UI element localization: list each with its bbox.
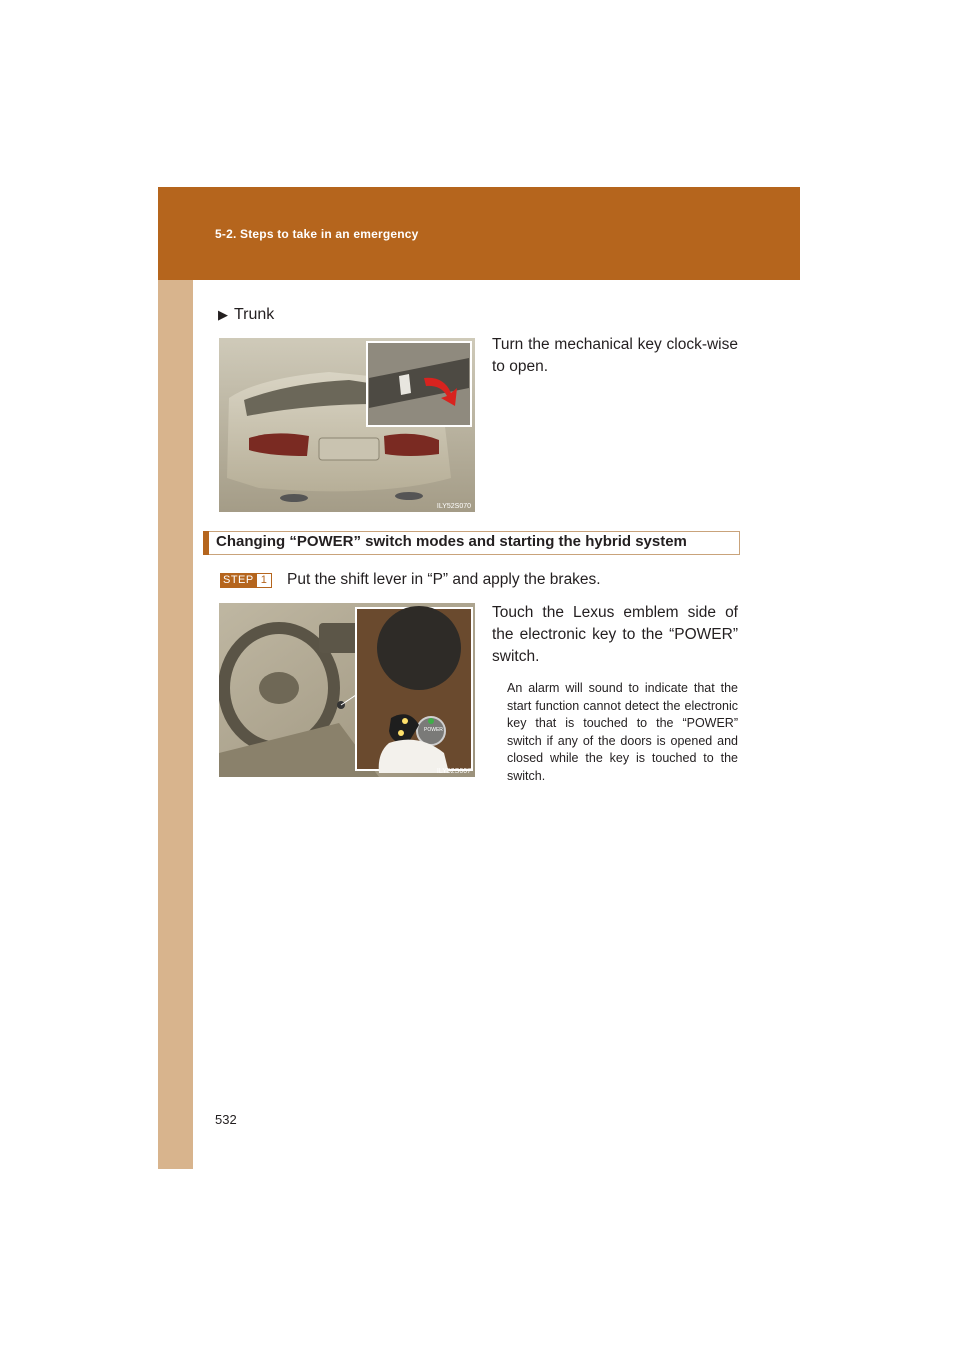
power-figure-code: ILY52S007 bbox=[436, 768, 471, 775]
section-title: Changing “POWER” switch modes and starting the hybrid system bbox=[216, 533, 687, 550]
step-1-badge bbox=[220, 573, 272, 588]
power-switch-illustration bbox=[219, 603, 475, 777]
step-1-word: STEP bbox=[220, 573, 257, 588]
trunk-figure bbox=[219, 338, 475, 512]
section-header-bar bbox=[203, 531, 209, 555]
side-band bbox=[158, 187, 193, 1169]
trunk-label: Trunk bbox=[234, 306, 275, 323]
step-2-text: Touch the Lexus emblem side of the electronic key to the “POWER” switch. bbox=[492, 604, 738, 665]
trunk-instruction: Turn the mechanical key clock-wise to open. bbox=[492, 336, 738, 375]
triangle-right-icon: ▶ bbox=[218, 307, 228, 322]
trunk-illustration bbox=[219, 338, 475, 512]
page-number: 532 bbox=[215, 1112, 237, 1127]
step-1-text: Put the shift lever in “P” and apply the brakes. bbox=[287, 571, 601, 588]
chapter-title: 5-2. Steps to take in an emergency bbox=[215, 227, 419, 241]
step-1-number: 1 bbox=[257, 573, 272, 588]
trunk-figure-code: ILY52S070 bbox=[436, 503, 471, 510]
power-switch-label: POWER bbox=[424, 727, 443, 733]
step-2-note: An alarm will sound to indicate that the start function cannot detect the electronic key that is touched to the “POWER” switch if any of the doors is opened and closed while the key is touched to the switch. bbox=[507, 681, 738, 783]
power-switch-figure bbox=[219, 603, 475, 777]
trunk-subheading bbox=[218, 306, 274, 324]
